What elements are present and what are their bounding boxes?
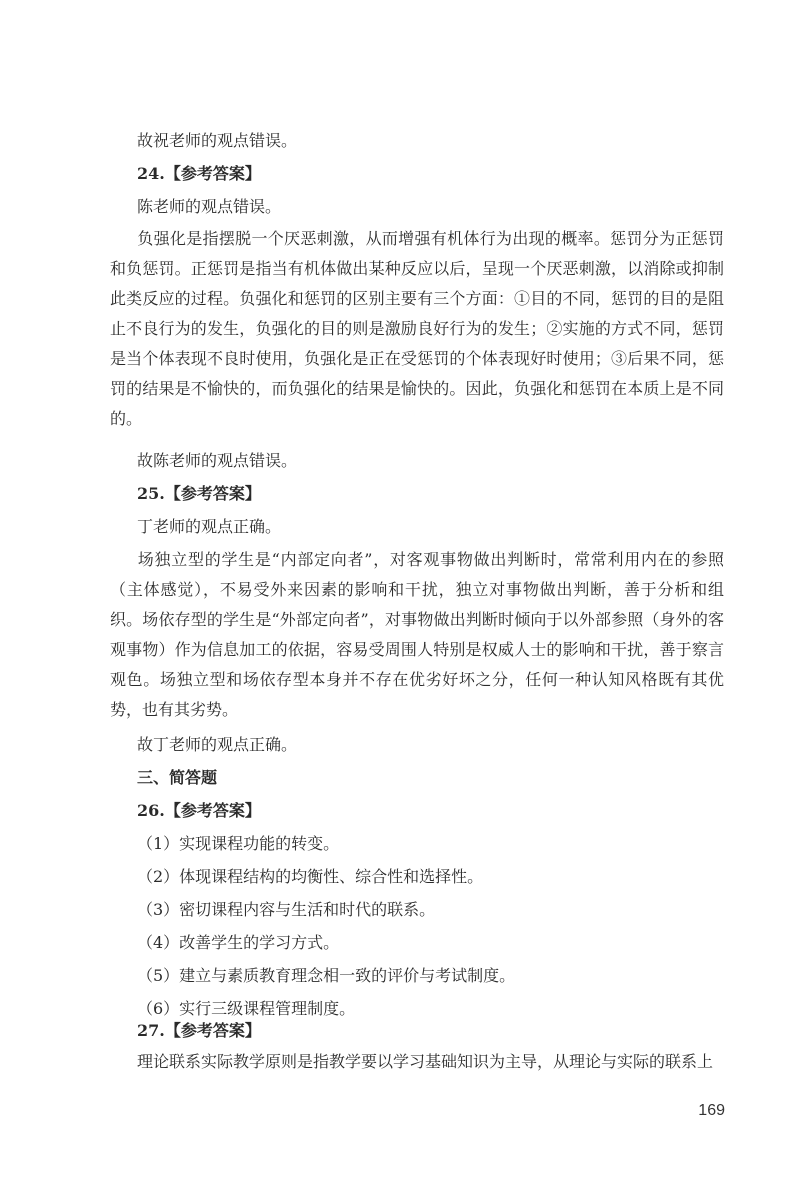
- section-heading: 三、简答题: [137, 768, 218, 787]
- conclusion-line: 故丁老师的观点正确。: [137, 735, 298, 754]
- answer-heading-27: 27.【参考答案】: [137, 1021, 261, 1040]
- conclusion-line: 故祝老师的观点错误。: [137, 131, 298, 150]
- paragraph-text: 负强化是指摆脱一个厌恶刺激，从而增强有机体行为出现的概率。惩罚分为正惩罚和负惩罚。正惩罚是指当有机体做出某种反应以后，呈现一个厌恶刺激，以消除或抑制此类反应的过程。负强化和惩罚的区别主要有三个方面：①目的不同，惩罚的目的是阻止不良行为的发生，负强化的目的则是激励良好行为的发生；②实施的方式不同，惩罚是当个体表现不良时使用，负强化是正在受惩罚的个体表现好时使用；③后果不同，惩罚的结果是不愉快的，而负强化的结果是愉快的。因此，负强化和惩罚在本质上是不同的。: [110, 229, 724, 428]
- explanation-paragraph: [110, 224, 724, 434]
- list-item: （2）体现课程结构的均衡性、综合性和选择性。: [137, 867, 484, 886]
- paragraph-text: 场独立型的学生是“内部定向者”，对客观事物做出判断时，常常利用内在的参照（主体感觉），不易受外来因素的影响和干扰，独立对事物做出判断，善于分析和组织。场依存型的学生是“外部定向者”，对事物做出判断时倾向于以外部参照（身外的客观事物）作为信息加工的依据，容易受周围人特别是权威人士的影响和干扰，善于察言观色。场独立型和场依存型本身并不存在优劣好坏之分，任何一种认知风格既有其优势，也有其劣势。: [110, 550, 724, 719]
- list-item: （1）实现课程功能的转变。: [137, 834, 340, 853]
- list-item: （4）改善学生的学习方式。: [137, 933, 340, 952]
- list-item: （5）建立与素质教育理念相一致的评价与考试制度。: [137, 966, 516, 985]
- list-item: （6）实行三级课程管理制度。: [137, 999, 356, 1018]
- answer-heading-26: 26.【参考答案】: [137, 801, 261, 820]
- paragraph-line: 理论联系实际教学原则是指教学要以学习基础知识为主导，从理论与实际的联系上: [137, 1052, 714, 1071]
- opinion-line: 陈老师的观点错误。: [137, 197, 282, 216]
- answer-heading-25: 25.【参考答案】: [137, 484, 261, 503]
- answer-heading-24: 24.【参考答案】: [137, 164, 261, 183]
- list-item: （3）密切课程内容与生活和时代的联系。: [137, 900, 436, 919]
- page-number: 169: [698, 1102, 725, 1119]
- opinion-line: 丁老师的观点正确。: [137, 517, 282, 536]
- explanation-paragraph: [110, 545, 724, 725]
- conclusion-line: 故陈老师的观点错误。: [137, 451, 298, 470]
